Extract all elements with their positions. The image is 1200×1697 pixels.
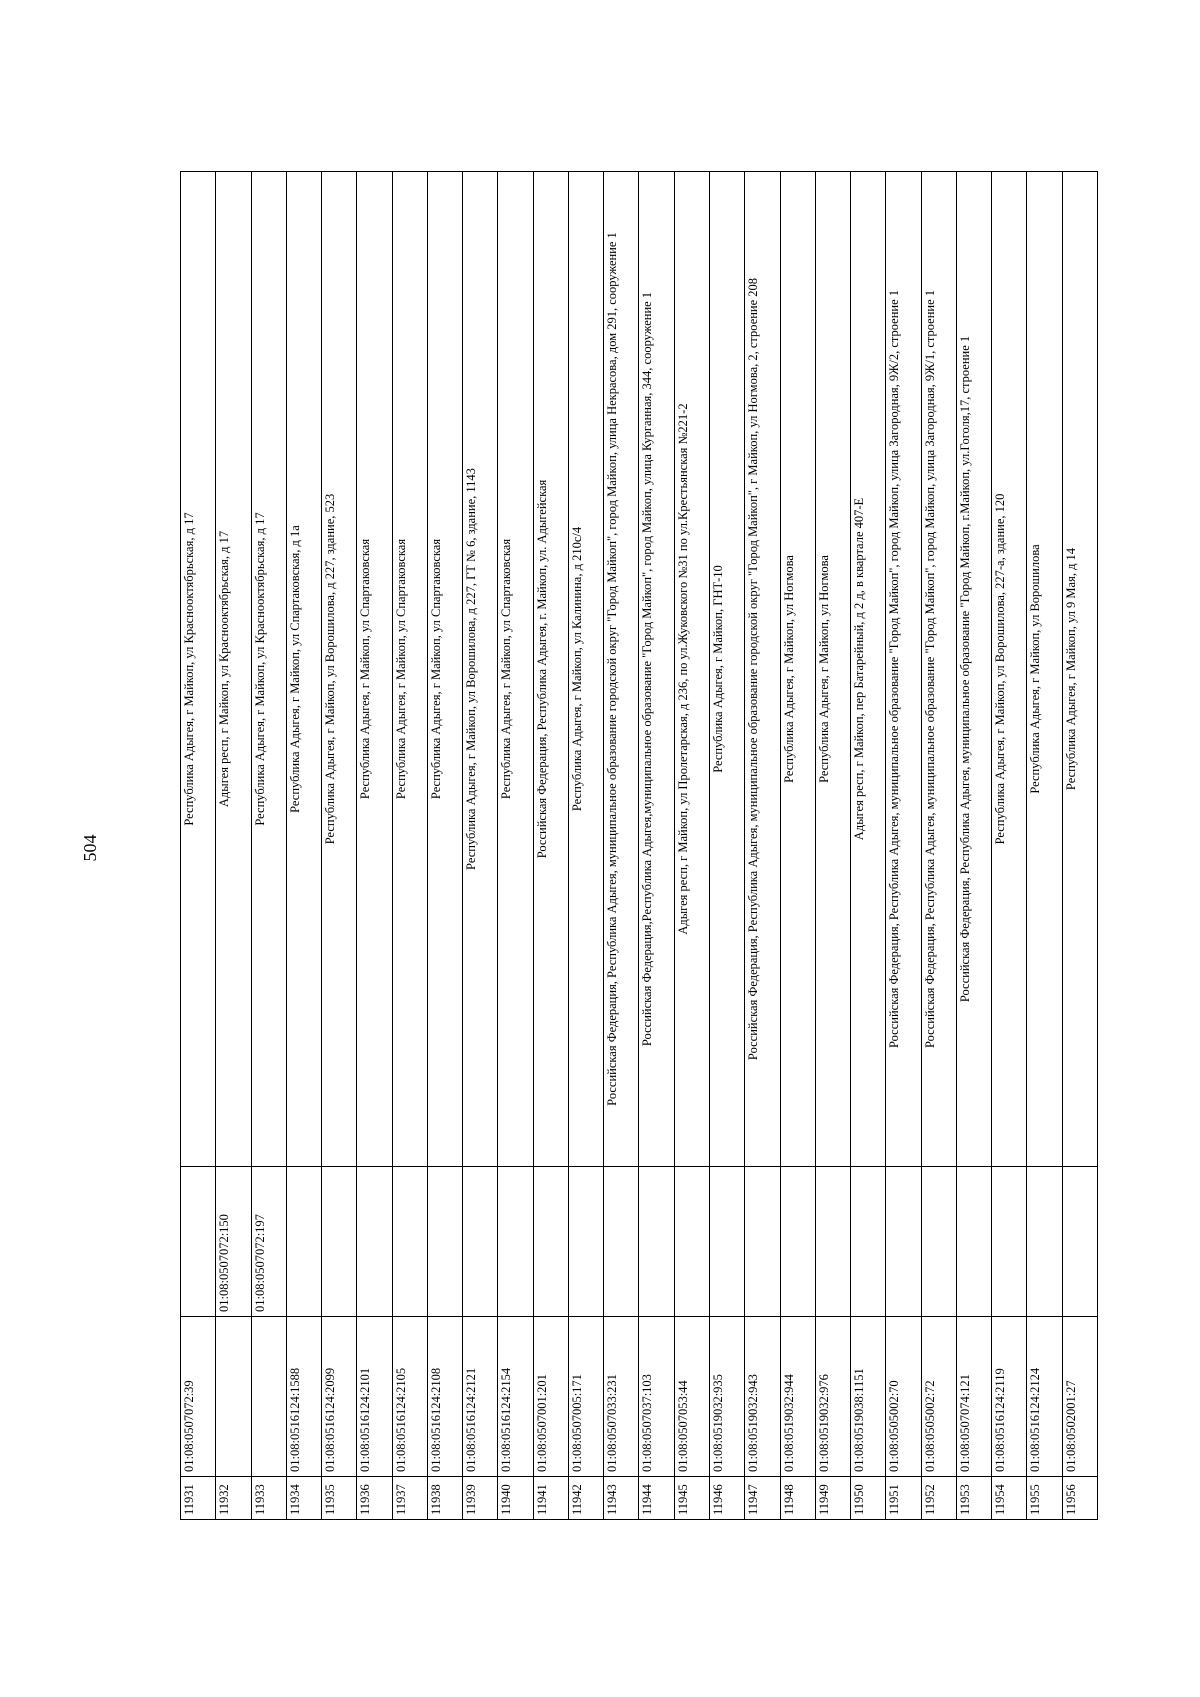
parent-cadastral-number-cell <box>1027 1167 1062 1317</box>
address-cell: Республика Адыгея, г Майкоп, ул Ворошилова, д 227, здание, 523 <box>322 172 357 1167</box>
row-number-cell: 11952 <box>921 1477 956 1520</box>
row-number-cell: 11945 <box>674 1477 709 1520</box>
table-row <box>498 172 533 1520</box>
row-number-cell: 11956 <box>1062 1477 1097 1520</box>
cadastral-number-cell: 01:08:0519032:943 <box>745 1317 780 1477</box>
cadastral-number-cell: 01:08:0516124:2108 <box>427 1317 462 1477</box>
cadastral-number-cell: 01:08:0519038:1151 <box>851 1317 886 1477</box>
cadastral-number-cell: 01:08:0507074:121 <box>956 1317 991 1477</box>
row-number-cell: 11934 <box>286 1477 321 1520</box>
parent-cadastral-number-cell <box>992 1167 1027 1317</box>
address-cell: Республика Адыгея, г Майкоп, ул Ногмова <box>815 172 850 1167</box>
row-number-cell: 11933 <box>251 1477 286 1520</box>
row-number-cell: 11941 <box>533 1477 568 1520</box>
parent-cadastral-number-cell <box>709 1167 744 1317</box>
address-cell: Адыгея респ, г Майкоп, ул Пролетарская, д 236, по ул.Жуковского №31 по ул.Крестьянская №221-2 <box>674 172 709 1167</box>
cadastral-number-cell: 01:08:0505002:70 <box>886 1317 921 1477</box>
row-number-cell: 11938 <box>427 1477 462 1520</box>
cadastral-number-cell: 01:08:0516124:2124 <box>1027 1317 1062 1477</box>
parent-cadastral-number-cell <box>745 1167 780 1317</box>
cadastral-number-cell: 01:08:0516124:2099 <box>322 1317 357 1477</box>
parent-cadastral-number-cell <box>851 1167 886 1317</box>
registry-table-rotated <box>180 172 1098 1520</box>
row-number-cell: 11946 <box>709 1477 744 1520</box>
parent-cadastral-number-cell: 01:08:0507072:150 <box>216 1167 251 1317</box>
address-cell: Республика Адыгея, г Майкоп, ул Спартаковская <box>392 172 427 1167</box>
row-number-cell: 11936 <box>357 1477 392 1520</box>
table-row <box>533 172 568 1520</box>
address-cell: Республика Адыгея, г Майкоп, ул Спартаковская <box>427 172 462 1167</box>
table-row <box>1062 172 1097 1520</box>
table-row <box>427 172 462 1520</box>
cadastral-number-cell: 01:08:0516124:2121 <box>463 1317 498 1477</box>
table-row <box>286 172 321 1520</box>
cadastral-number-cell: 01:08:0519032:976 <box>815 1317 850 1477</box>
address-cell: Республика Адыгея, г Майкоп, ул Ворошилова <box>1027 172 1062 1167</box>
parent-cadastral-number-cell <box>780 1167 815 1317</box>
cadastral-number-cell: 01:08:0502001:27 <box>1062 1317 1097 1477</box>
table-row <box>674 172 709 1520</box>
cadastral-number-cell <box>251 1317 286 1477</box>
row-number-cell: 11931 <box>181 1477 216 1520</box>
parent-cadastral-number-cell <box>181 1167 216 1317</box>
parent-cadastral-number-cell <box>392 1167 427 1317</box>
cadastral-number-cell: 01:08:0507072:39 <box>181 1317 216 1477</box>
cadastral-number-cell: 01:08:0507037:103 <box>639 1317 674 1477</box>
row-number-cell: 11950 <box>851 1477 886 1520</box>
row-number-cell: 11939 <box>463 1477 498 1520</box>
row-number-cell: 11944 <box>639 1477 674 1520</box>
parent-cadastral-number-cell <box>886 1167 921 1317</box>
table-row <box>815 172 850 1520</box>
address-cell: Российская Федерация, Республика Адыгея, муниципальное образование городской округ "Город Майкоп", г Майкоп, ул Ногмова, 2, строение 208 <box>745 172 780 1167</box>
cadastral-number-cell: 01:08:0516124:2119 <box>992 1317 1027 1477</box>
address-cell: Российская Федерация, Республика Адыгея, муниципальное образование "Город Майкоп", город Майкоп, улица Загородная, 9Ж/1, строение 1 <box>921 172 956 1167</box>
cadastral-number-cell: 01:08:0507053:44 <box>674 1317 709 1477</box>
parent-cadastral-number-cell <box>322 1167 357 1317</box>
cadastral-number-cell: 01:08:0516124:1588 <box>286 1317 321 1477</box>
cadastral-number-cell: 01:08:0507033:231 <box>604 1317 639 1477</box>
cadastral-number-cell <box>216 1317 251 1477</box>
address-cell: Республика Адыгея, г Майкоп, ГНТ-10 <box>709 172 744 1167</box>
address-cell: Республика Адыгея, г Майкоп, ул Спартаковская <box>498 172 533 1167</box>
row-number-cell: 11949 <box>815 1477 850 1520</box>
address-cell: Республика Адыгея, г Майкоп, ул 9 Мая, д 14 <box>1062 172 1097 1167</box>
table-row <box>992 172 1027 1520</box>
parent-cadastral-number-cell <box>815 1167 850 1317</box>
row-number-cell: 11942 <box>568 1477 603 1520</box>
parent-cadastral-number-cell <box>674 1167 709 1317</box>
row-number-cell: 11937 <box>392 1477 427 1520</box>
cadastral-number-cell: 01:08:0516124:2101 <box>357 1317 392 1477</box>
parent-cadastral-number-cell <box>921 1167 956 1317</box>
table-row <box>921 172 956 1520</box>
parent-cadastral-number-cell <box>604 1167 639 1317</box>
address-cell: Адыгея респ, г Майкоп, пер Батарейный, д 2 д, в квартале 407-Е <box>851 172 886 1167</box>
cadastral-number-cell: 01:08:0516124:2105 <box>392 1317 427 1477</box>
cadastral-number-cell: 01:08:0519032:935 <box>709 1317 744 1477</box>
cadastral-number-cell: 01:08:0507001:201 <box>533 1317 568 1477</box>
parent-cadastral-number-cell <box>357 1167 392 1317</box>
row-number-cell: 11932 <box>216 1477 251 1520</box>
registry-table-body <box>181 172 1098 1520</box>
table-row <box>604 172 639 1520</box>
parent-cadastral-number-cell <box>286 1167 321 1317</box>
address-cell: Адыгея респ, г Майкоп, ул Краснооктябрьская, д 17 <box>216 172 251 1167</box>
registry-table <box>180 171 1098 1520</box>
row-number-cell: 11943 <box>604 1477 639 1520</box>
address-cell: Российская Федерация,Республика Адыгея,муниципальное образование "Город Майкоп", город Майкоп, улица Курганная, 344, сооружение 1 <box>639 172 674 1167</box>
parent-cadastral-number-cell <box>533 1167 568 1317</box>
table-row <box>886 172 921 1520</box>
table-row <box>568 172 603 1520</box>
table-row <box>357 172 392 1520</box>
address-cell: Российская Федерация, Республика Адыгея, муниципальное образование "Город Майкоп", город Майкоп, улица Загородная, 9Ж/2, строение 1 <box>886 172 921 1167</box>
row-number-cell: 11940 <box>498 1477 533 1520</box>
address-cell: Республика Адыгея, г Майкоп, ул Ногмова <box>780 172 815 1167</box>
parent-cadastral-number-cell <box>956 1167 991 1317</box>
table-row <box>745 172 780 1520</box>
table-row <box>322 172 357 1520</box>
row-number-cell: 11935 <box>322 1477 357 1520</box>
address-cell: Российская Федерация, Республика Адыгея, муниципальное образование "Город Майкоп, г.Майкоп, ул.Гоголя,17, строение 1 <box>956 172 991 1167</box>
address-cell: Республика Адыгея, г Майкоп, ул Спартаковская, д 1а <box>286 172 321 1167</box>
parent-cadastral-number-cell <box>639 1167 674 1317</box>
parent-cadastral-number-cell <box>427 1167 462 1317</box>
address-cell: Российская Федерация, Республика Адыгея, г. Майкоп, ул. Адыгейская <box>533 172 568 1167</box>
cadastral-number-cell: 01:08:0505002:72 <box>921 1317 956 1477</box>
row-number-cell: 11955 <box>1027 1477 1062 1520</box>
table-row <box>956 172 991 1520</box>
parent-cadastral-number-cell: 01:08:0507072:197 <box>251 1167 286 1317</box>
address-cell: Республика Адыгея, г Майкоп, ул Калинина, д 210с/4 <box>568 172 603 1167</box>
row-number-cell: 11954 <box>992 1477 1027 1520</box>
row-number-cell: 11953 <box>956 1477 991 1520</box>
address-cell: Республика Адыгея, г Майкоп, ул Краснооктябрьская, д 17 <box>181 172 216 1167</box>
address-cell: Республика Адыгея, г Майкоп, ул Ворошилова, 227-а, здание, 120 <box>992 172 1027 1167</box>
cadastral-number-cell: 01:08:0519032:944 <box>780 1317 815 1477</box>
address-cell: Российская Федерация, Республика Адыгея, муниципальное образование городской округ "Город Майкоп", город Майкоп, улица Некрасова, дом 291, сооружение 1 <box>604 172 639 1167</box>
table-row <box>780 172 815 1520</box>
page-number: 504 <box>80 834 100 862</box>
table-row <box>709 172 744 1520</box>
row-number-cell: 11948 <box>780 1477 815 1520</box>
row-number-cell: 11947 <box>745 1477 780 1520</box>
table-row <box>392 172 427 1520</box>
parent-cadastral-number-cell <box>568 1167 603 1317</box>
table-row <box>639 172 674 1520</box>
table-row <box>216 172 251 1520</box>
table-row <box>851 172 886 1520</box>
cadastral-number-cell: 01:08:0516124:2154 <box>498 1317 533 1477</box>
address-cell: Республика Адыгея, г Майкоп, ул Спартаковская <box>357 172 392 1167</box>
table-row <box>181 172 216 1520</box>
address-cell: Республика Адыгея, г Майкоп, ул Краснооктябрьская, д 17 <box>251 172 286 1167</box>
parent-cadastral-number-cell <box>498 1167 533 1317</box>
table-row <box>1027 172 1062 1520</box>
table-row <box>251 172 286 1520</box>
address-cell: Республика Адыгея, г Майкоп, ул Ворошилова, д 227, ГТ № 6, здание, 1143 <box>463 172 498 1167</box>
parent-cadastral-number-cell <box>463 1167 498 1317</box>
cadastral-number-cell: 01:08:0507005:171 <box>568 1317 603 1477</box>
row-number-cell: 11951 <box>886 1477 921 1520</box>
table-row <box>463 172 498 1520</box>
parent-cadastral-number-cell <box>1062 1167 1097 1317</box>
